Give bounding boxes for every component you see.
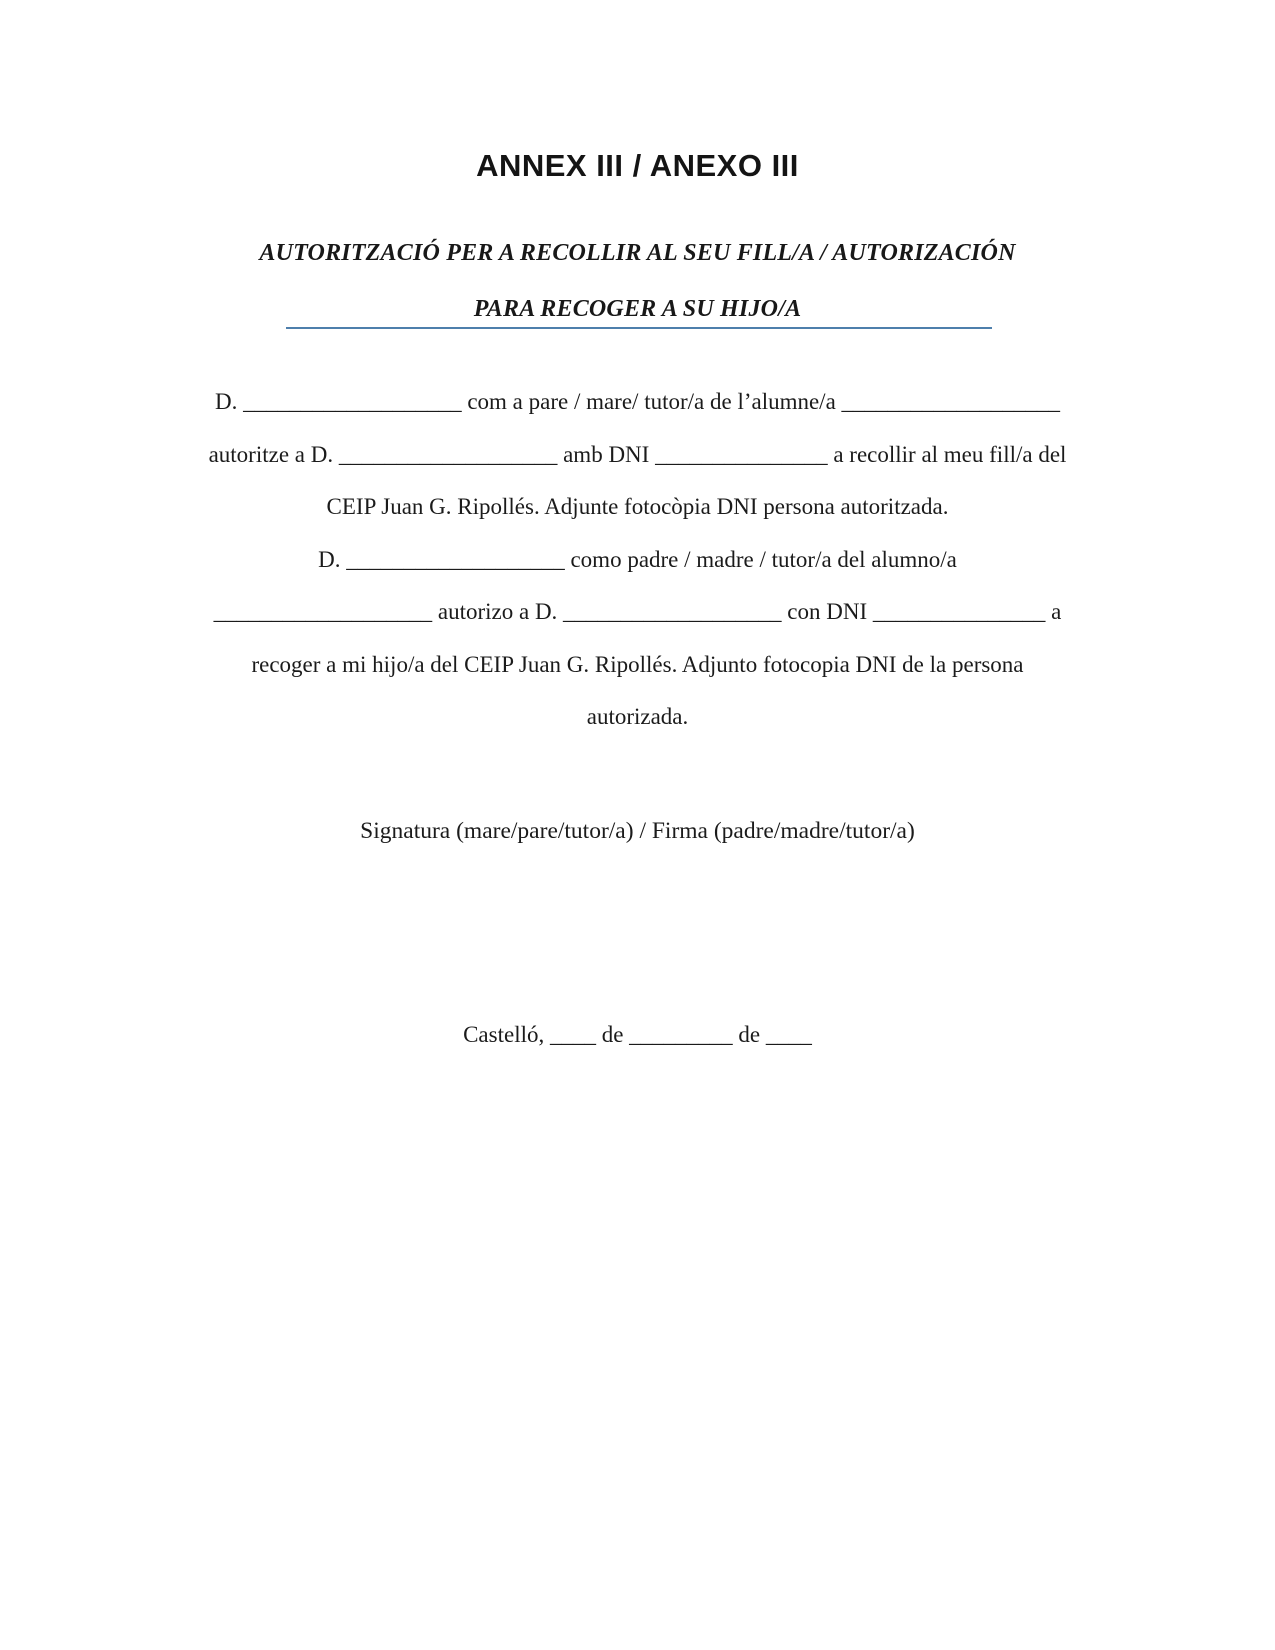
body-line-spanish-2: ___________________ autorizo a D. ___________________ con DNI _______________ a bbox=[213, 599, 1062, 624]
document-subtitle-line1: AUTORITZACIÓ PER A RECOLLIR AL SEU FILL/A / AUTORIZACIÓN bbox=[259, 240, 1016, 266]
authorization-paragraph bbox=[90, 376, 1185, 744]
document-title: ANNEX III / ANEXO III bbox=[476, 148, 799, 183]
body-line-valencian-3: CEIP Juan G. Ripollés. Adjunte fotocòpia DNI persona autoritzada. bbox=[326, 494, 949, 519]
body-line-spanish-3: recoger a mi hijo/a del CEIP Juan G. Ripollés. Adjunto fotocopia DNI de la persona bbox=[251, 651, 1024, 677]
date-place-line: Castelló, ____ de _________ de ____ bbox=[463, 1022, 812, 1047]
body-line-valencian-1: D. ___________________ com a pare / mare/ tutor/a de l’alumne/a ___________________ bbox=[214, 389, 1061, 414]
title-divider-rule bbox=[286, 327, 992, 329]
signature-caption: Signatura (mare/pare/tutor/a) / Firma (padre/madre/tutor/a) bbox=[360, 818, 915, 844]
body-line-spanish-1: D. ___________________ como padre / madre / tutor/a del alumno/a bbox=[318, 546, 957, 572]
body-line-spanish-4: autorizada. bbox=[586, 704, 689, 729]
body-line-valencian-2: autoritze a D. ___________________ amb DNI _______________ a recollir al meu fill/a del bbox=[208, 441, 1067, 467]
document-subtitle-line2: PARA RECOGER A SU HIJO/A bbox=[473, 296, 802, 322]
